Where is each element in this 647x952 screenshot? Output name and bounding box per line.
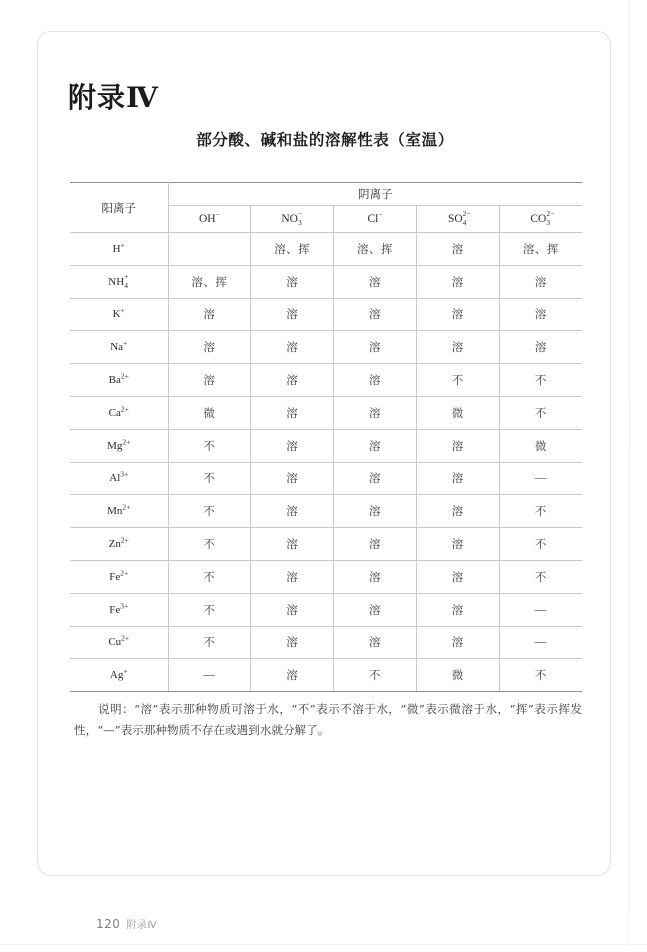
cation-label: $Fe^{2+}$ — [70, 560, 168, 593]
anion-column-header-co: CO 2− 3 — [499, 206, 582, 233]
solubility-cell: 溶 — [416, 462, 499, 495]
solubility-cell: 溶 — [416, 331, 499, 364]
solubility-cell: 溶 — [251, 626, 334, 659]
cation-label: $Mn^{2+}$ — [70, 495, 168, 528]
table-row — [70, 626, 582, 659]
table-row — [70, 528, 582, 561]
solubility-cell: — — [499, 626, 582, 659]
solubility-cell: 不 — [168, 495, 251, 528]
solubility-cell: 不 — [168, 593, 251, 626]
table-note: 说明：“溶”表示那种物质可溶于水，“不”表示不溶于水，“微”表示微溶于水，“挥”表示挥发性，“—”表示那种物质不存在或遇到水就分解了。 — [74, 701, 582, 738]
table-row — [70, 429, 582, 462]
solubility-cell: 溶 — [251, 593, 334, 626]
solubility-cell: 溶 — [416, 233, 499, 266]
solubility-cell: 溶 — [251, 364, 334, 397]
table-row — [70, 659, 582, 692]
solubility-cell: 不 — [499, 659, 582, 692]
solubility-cell: 溶 — [416, 626, 499, 659]
solubility-cell: 不 — [499, 364, 582, 397]
solubility-cell: 溶 — [334, 265, 417, 298]
solubility-cell: 溶 — [334, 462, 417, 495]
solubility-cell: 溶 — [334, 298, 417, 331]
solubility-cell: 溶 — [168, 364, 251, 397]
cation-label: Na+ — [70, 331, 168, 364]
solubility-cell: 溶 — [416, 495, 499, 528]
solubility-cell: 溶 — [251, 298, 334, 331]
table-row — [70, 593, 582, 626]
table-row — [70, 265, 582, 298]
cation-label: $Al^{3+}$ — [70, 462, 168, 495]
solubility-cell: 不 — [168, 528, 251, 561]
sheet-edge-right — [629, 0, 630, 952]
solubility-cell: 溶 — [334, 593, 417, 626]
cation-label: $Ca^{2+}$ — [70, 396, 168, 429]
solubility-cell: 溶 — [251, 528, 334, 561]
solubility-cell: 不 — [168, 560, 251, 593]
cation-label: NH + 4 — [70, 265, 168, 298]
solubility-cell: 溶 — [334, 364, 417, 397]
solubility-cell: 溶 — [251, 659, 334, 692]
page-card — [37, 31, 611, 931]
page-title: 附录Ⅳ — [68, 80, 159, 114]
anion-column-header-oh: OH− — [168, 206, 251, 233]
solubility-cell: 不 — [168, 626, 251, 659]
solubility-cell: 不 — [168, 429, 251, 462]
table-row — [70, 560, 582, 593]
solubility-cell: 溶 — [251, 429, 334, 462]
solubility-cell: 不 — [499, 495, 582, 528]
solubility-cell: 溶 — [251, 560, 334, 593]
footer-section-label: 附录Ⅳ — [126, 920, 158, 931]
solubility-table — [70, 182, 582, 692]
solubility-cell: 溶 — [168, 298, 251, 331]
solubility-cell: 不 — [499, 396, 582, 429]
solubility-cell: 不 — [416, 364, 499, 397]
solubility-cell: 溶 — [416, 429, 499, 462]
cation-label: $Fe^{3+}$ — [70, 593, 168, 626]
solubility-cell: 溶 — [251, 331, 334, 364]
table-head — [70, 183, 582, 233]
table-row — [70, 331, 582, 364]
cation-label: $Cu^{2+}$ — [70, 626, 168, 659]
solubility-cell: 不 — [499, 560, 582, 593]
solubility-cell: 溶 — [416, 593, 499, 626]
solubility-cell — [168, 233, 251, 266]
anion-column-header-cl: Cl− — [334, 206, 417, 233]
table-row — [70, 298, 582, 331]
solubility-cell: 溶、挥 — [334, 233, 417, 266]
sheet-edge-bottom — [0, 944, 647, 945]
solubility-cell: 溶 — [334, 429, 417, 462]
solubility-cell: 溶 — [334, 528, 417, 561]
solubility-cell: — — [168, 659, 251, 692]
anion-column-header-so: SO 2− 4 — [416, 206, 499, 233]
table-row — [70, 233, 582, 266]
solubility-cell: 溶 — [416, 560, 499, 593]
table-row — [70, 462, 582, 495]
solubility-cell: 溶 — [499, 265, 582, 298]
solubility-cell: 微 — [168, 396, 251, 429]
solubility-cell: 不 — [499, 528, 582, 561]
solubility-cell: 溶 — [251, 396, 334, 429]
table-caption: 部分酸、碱和盐的溶解性表（室温） — [196, 130, 454, 149]
solubility-cell: 溶 — [334, 396, 417, 429]
solubility-cell: 溶、挥 — [499, 233, 582, 266]
cation-label: $Ba^{2+}$ — [70, 364, 168, 397]
solubility-cell: 溶 — [416, 298, 499, 331]
anion-column-header-no: NO − 3 — [251, 206, 334, 233]
anion-group-header: 阴离子 — [168, 183, 582, 206]
solubility-cell: — — [499, 462, 582, 495]
cation-label: Ag+ — [70, 659, 168, 692]
solubility-cell: 溶、挥 — [168, 265, 251, 298]
solubility-cell: 不 — [334, 659, 417, 692]
solubility-cell: 微 — [416, 659, 499, 692]
solubility-cell: 溶 — [334, 331, 417, 364]
solubility-cell: 溶 — [334, 560, 417, 593]
cation-label: K+ — [70, 298, 168, 331]
solubility-cell: 溶 — [251, 462, 334, 495]
solubility-cell: 溶 — [416, 265, 499, 298]
solubility-cell: 微 — [416, 396, 499, 429]
cation-label: H+ — [70, 233, 168, 266]
solubility-cell: 溶 — [499, 331, 582, 364]
page-footer — [96, 916, 157, 931]
solubility-cell: — — [499, 593, 582, 626]
table-row — [70, 396, 582, 429]
solubility-cell: 溶 — [416, 528, 499, 561]
solubility-cell: 溶、挥 — [251, 233, 334, 266]
cation-column-header: 阳离子 — [70, 183, 168, 233]
cation-label: $Mg^{2+}$ — [70, 429, 168, 462]
table-row — [70, 364, 582, 397]
solubility-cell: 微 — [499, 429, 582, 462]
solubility-cell: 溶 — [251, 265, 334, 298]
solubility-cell: 溶 — [251, 495, 334, 528]
solubility-cell: 溶 — [334, 626, 417, 659]
table-head-row-group — [70, 183, 582, 206]
table-body — [70, 233, 582, 692]
cation-label: $Zn^{2+}$ — [70, 528, 168, 561]
page-number: 120 — [96, 917, 121, 931]
solubility-cell: 溶 — [499, 298, 582, 331]
solubility-cell: 溶 — [168, 331, 251, 364]
solubility-cell: 不 — [168, 462, 251, 495]
table-row — [70, 495, 582, 528]
solubility-cell: 溶 — [334, 495, 417, 528]
